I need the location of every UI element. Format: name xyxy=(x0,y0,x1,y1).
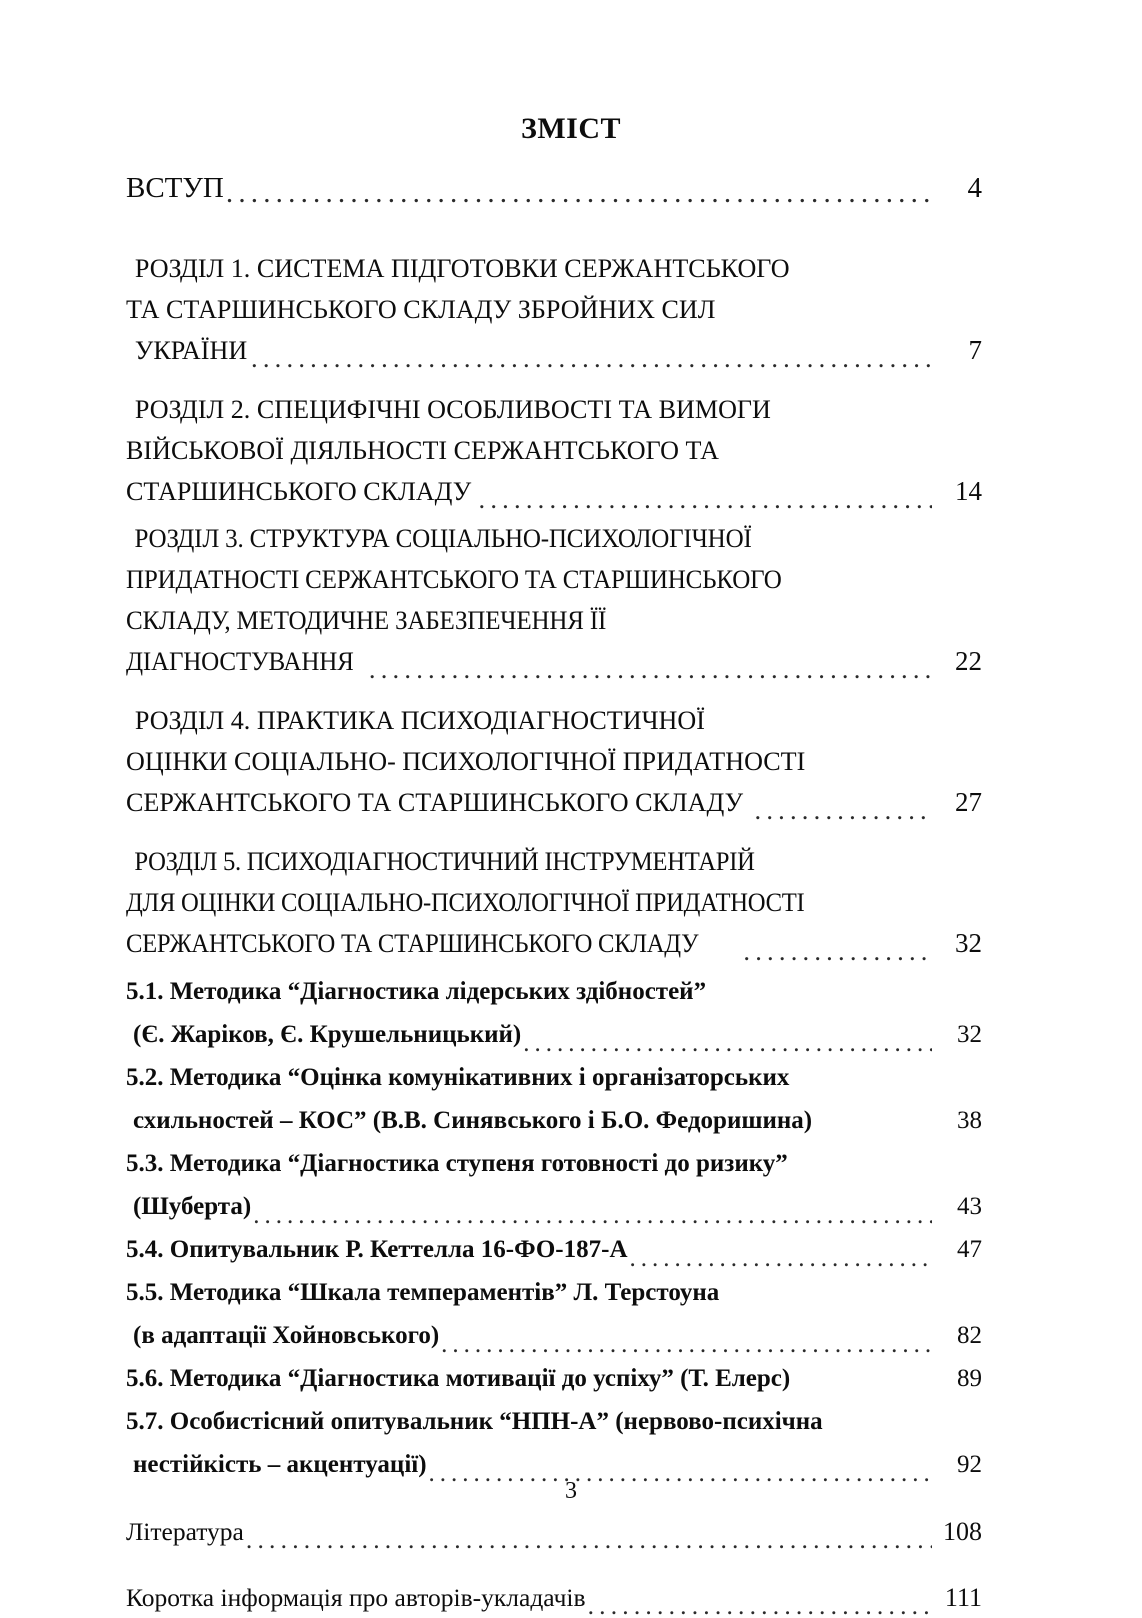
toc-entry-label: РОЗДІЛ 2. СПЕЦИФІЧНІ ОСОБЛИВОСТІ ТА ВИМОГИ xyxy=(126,389,771,430)
toc-line xyxy=(126,1400,982,1443)
toc-line xyxy=(126,841,982,882)
toc-entry-label-cont: схильностей – КОС” (В.В. Синявського і Б.О. Федоришина) xyxy=(126,1099,812,1142)
toc-entry-label: РОЗДІЛ 5. ПСИХОДІАГНОСТИЧНИЙ ІНСТРУМЕНТАРІЙ xyxy=(126,841,755,882)
toc-line xyxy=(126,970,982,1013)
toc-line xyxy=(126,1228,982,1271)
dot-leader xyxy=(588,1593,932,1618)
toc-entry-label-cont: ТА СТАРШИНСЬКОГО СКЛАДУ ЗБРОЙНИХ СИЛ xyxy=(126,289,715,330)
toc-line xyxy=(126,641,982,682)
toc-entry-label-cont: (Шуберта) xyxy=(126,1185,251,1228)
toc-page-number: 38 xyxy=(936,1099,982,1142)
toc-entry-literature[interactable] xyxy=(126,1512,982,1552)
toc-entry-label: 5.6. Методика “Діагностика мотивації до успіху” (Т. Елерс) xyxy=(126,1357,790,1400)
dot-leader xyxy=(253,1203,932,1228)
toc-entry-vstup[interactable] xyxy=(126,168,982,208)
toc-line xyxy=(126,1185,982,1228)
toc-line xyxy=(126,1578,982,1618)
dot-leader xyxy=(246,1527,932,1553)
toc-page-number: 43 xyxy=(936,1185,982,1228)
toc-line xyxy=(126,289,982,330)
dot-leader xyxy=(523,1031,932,1056)
toc-entry-sub-5-5[interactable] xyxy=(126,1271,982,1357)
toc-line xyxy=(126,471,982,512)
toc-entry-label-cont: СЕРЖАНТСЬКОГО ТА СТАРШИНСЬКОГО СКЛАДУ xyxy=(126,923,698,964)
toc-line xyxy=(126,248,982,289)
toc-entry-label: 5.3. Методика “Діагностика ступеня готовності до ризику” xyxy=(126,1142,788,1185)
toc-entry-label: ВСТУП xyxy=(126,168,224,208)
toc-line xyxy=(126,600,982,641)
toc-entry-chapter-1[interactable] xyxy=(126,248,982,371)
toc-page-number: 14 xyxy=(936,471,982,512)
page-folio-number: 3 xyxy=(0,1478,1142,1505)
toc-line xyxy=(126,1099,982,1142)
toc-entry-sub-5-3[interactable] xyxy=(126,1142,982,1228)
toc-line xyxy=(126,1142,982,1185)
toc-page-number: 32 xyxy=(936,1013,982,1056)
toc-entry-label: РОЗДІЛ 1. СИСТЕМА ПІДГОТОВКИ СЕРЖАНТСЬКОГО xyxy=(126,248,790,289)
toc-entry-label: 5.5. Методика “Шкала темпераментів” Л. Терстоуна xyxy=(126,1271,719,1314)
toc-entry-authors-info[interactable] xyxy=(126,1578,982,1618)
toc-entry-label: РОЗДІЛ 4. ПРАКТИКА ПСИХОДІАГНОСТИЧНОЇ xyxy=(126,700,705,741)
toc-page-number: 89 xyxy=(936,1357,982,1400)
toc-line xyxy=(126,1357,982,1400)
toc-entry-label: 5.7. Особистісний опитувальник “НПН-А” (нервово-психічна xyxy=(126,1400,823,1443)
toc-line xyxy=(126,330,982,371)
dot-leader xyxy=(226,179,932,208)
toc-line xyxy=(126,389,982,430)
toc-entry-label: 5.1. Методика “Діагностика лідерських здібностей” xyxy=(126,970,706,1013)
toc-entry-label-cont: СТАРШИНСЬКОГО СКЛАДУ xyxy=(126,471,471,512)
toc-entry-chapter-2[interactable] xyxy=(126,389,982,512)
toc-entry-sub-5-4[interactable] xyxy=(126,1228,982,1271)
toc-line xyxy=(126,700,982,741)
dot-leader xyxy=(743,938,932,965)
toc-entry-sub-5-2[interactable] xyxy=(126,1056,982,1142)
toc-line xyxy=(126,1013,982,1056)
spacer xyxy=(126,829,982,841)
spacer xyxy=(126,377,982,389)
toc-entry-label-cont: ДЛЯ ОЦІНКИ СОЦІАЛЬНО-ПСИХОЛОГІЧНОЇ ПРИДАТНОСТІ xyxy=(126,882,804,923)
toc-entry-label: 5.4. Опитувальник Р. Кеттелла 16-ФО-187-А xyxy=(126,1228,628,1271)
toc-entry-label-cont: ОЦІНКИ СОЦІАЛЬНО- ПСИХОЛОГІЧНОЇ ПРИДАТНОСТІ xyxy=(126,741,805,782)
toc-line xyxy=(126,741,982,782)
toc-entry-label-cont: СЕРЖАНТСЬКОГО ТА СТАРШИНСЬКОГО СКЛАДУ xyxy=(126,782,743,823)
toc-entry-label: Коротка інформація про авторів-укладачів xyxy=(126,1578,586,1618)
toc-page-number: 92 xyxy=(936,1443,982,1486)
dot-leader xyxy=(369,656,932,683)
toc-line xyxy=(126,1512,982,1552)
toc-entry-label-cont: (в адаптації Хойновського) xyxy=(126,1314,439,1357)
toc-entry-label: Література xyxy=(126,1512,244,1552)
spacer xyxy=(126,230,982,248)
toc-line xyxy=(126,1314,982,1357)
toc-line xyxy=(126,430,982,471)
toc-page-number: 32 xyxy=(936,923,982,964)
toc-page-number: 108 xyxy=(936,1512,982,1552)
toc-page-number: 27 xyxy=(936,782,982,823)
toc-page-number: 111 xyxy=(936,1578,982,1618)
toc-entry-label-cont: ПРИДАТНОСТІ СЕРЖАНТСЬКОГО ТА СТАРШИНСЬКОГО xyxy=(126,559,782,600)
toc-entry-label: 5.2. Методика “Оцінка комунікативних і організаторських xyxy=(126,1056,789,1099)
spacer xyxy=(126,688,982,700)
toc-line xyxy=(126,518,982,559)
toc-line xyxy=(126,782,982,823)
toc-entry-label-cont: УКРАЇНИ xyxy=(126,330,247,371)
table-of-contents xyxy=(126,168,982,1618)
toc-entry-sub-5-1[interactable] xyxy=(126,970,982,1056)
dot-leader xyxy=(251,345,932,372)
toc-page-number: 4 xyxy=(936,168,982,208)
toc-entry-chapter-5[interactable] xyxy=(126,841,982,964)
toc-entry-chapter-4[interactable] xyxy=(126,700,982,823)
page-title: ЗМІСТ xyxy=(0,112,1142,146)
toc-page-number: 7 xyxy=(936,330,982,371)
toc-entry-sub-5-7[interactable] xyxy=(126,1400,982,1486)
dot-leader xyxy=(441,1332,932,1357)
dot-leader xyxy=(479,486,932,513)
toc-page-number: 47 xyxy=(936,1228,982,1271)
toc-line xyxy=(126,1271,982,1314)
toc-line xyxy=(126,1056,982,1099)
toc-entry-sub-5-6[interactable] xyxy=(126,1357,982,1400)
toc-page-number: 82 xyxy=(936,1314,982,1357)
toc-entry-label-cont: ВІЙСЬКОВОЇ ДІЯЛЬНОСТІ СЕРЖАНТСЬКОГО ТА xyxy=(126,430,719,471)
toc-entry-label-cont: СКЛАДУ, МЕТОДИЧНЕ ЗАБЕЗПЕЧЕННЯ ЇЇ xyxy=(126,600,606,641)
toc-entry-chapter-3[interactable] xyxy=(126,518,982,682)
toc-page-number: 22 xyxy=(936,641,982,682)
toc-entry-label-cont: ДІАГНОСТУВАННЯ xyxy=(126,641,354,682)
toc-line xyxy=(126,168,982,208)
toc-entry-label-cont: нестійкість – акцентуації) xyxy=(126,1443,427,1486)
toc-entry-label-cont: (Є. Жаріков, Є. Крушельницький) xyxy=(126,1013,521,1056)
toc-line xyxy=(126,559,982,600)
dot-leader xyxy=(755,797,933,824)
toc-entry-label: РОЗДІЛ 3. СТРУКТУРА СОЦІАЛЬНО-ПСИХОЛОГІЧНОЇ xyxy=(126,518,752,559)
toc-line xyxy=(126,882,982,923)
toc-line xyxy=(126,923,982,964)
dot-leader xyxy=(630,1246,932,1271)
